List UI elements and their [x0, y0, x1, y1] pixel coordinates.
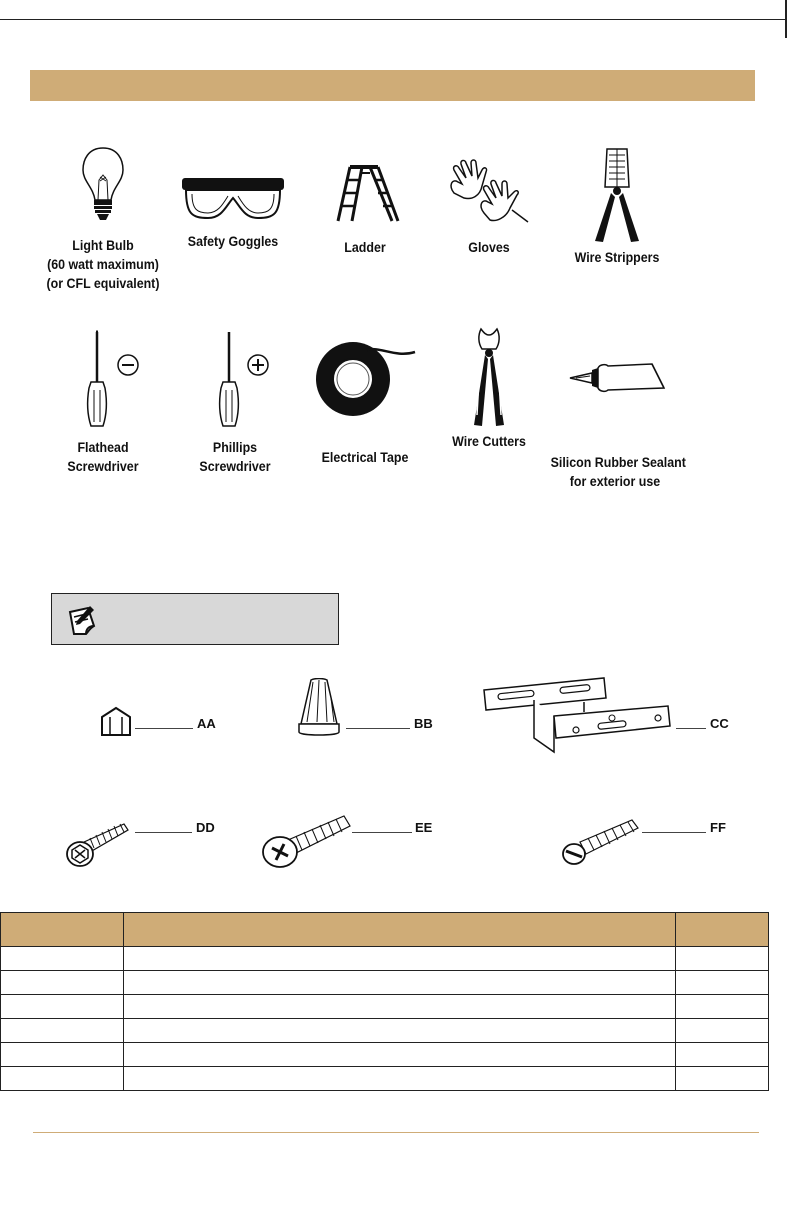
electrical-tape-icon	[305, 338, 425, 418]
tool-label: (or CFL equivalent)	[46, 276, 160, 291]
note-pad-icon	[66, 604, 98, 636]
tool-label: Electrical Tape	[321, 450, 409, 465]
phillips-screw-icon	[260, 812, 354, 872]
part-code-ff: FF	[710, 820, 726, 835]
tool-gloves	[419, 158, 559, 257]
tool-label: Silicon Rubber Sealant	[550, 455, 686, 470]
tool-label: Light Bulb	[72, 238, 134, 253]
tool-ladder	[295, 165, 435, 257]
part-code-ee: EE	[415, 820, 433, 835]
table-header-row	[1, 913, 769, 947]
tool-label: Screwdriver	[67, 459, 139, 474]
part-ee	[260, 812, 354, 877]
table-row	[1, 971, 769, 995]
table-row	[1, 1067, 769, 1091]
leader-line	[135, 728, 193, 729]
wire-cutters-icon	[464, 325, 514, 429]
tool-label: Flathead	[77, 440, 129, 455]
parts-table	[0, 912, 769, 1091]
table-row	[1, 947, 769, 971]
top-edge-line	[0, 19, 785, 20]
table-row	[1, 1043, 769, 1067]
tool-phillips-screwdriver	[165, 330, 305, 476]
leader-line	[676, 728, 706, 729]
part-code-bb: BB	[414, 716, 433, 731]
tool-flathead-screwdriver	[33, 330, 173, 476]
tool-label: Safety Goggles	[187, 234, 279, 249]
safety-goggles-icon	[178, 172, 288, 227]
tool-label: Wire Strippers	[574, 250, 660, 265]
part-code-cc: CC	[710, 716, 729, 731]
tool-wire-strippers	[547, 147, 687, 267]
part-code-aa: AA	[197, 716, 216, 731]
table-header-cell	[676, 913, 769, 947]
part-dd	[64, 820, 132, 877]
tool-label: Phillips	[212, 440, 258, 455]
wire-nut-icon	[297, 678, 341, 738]
anchor-icon	[100, 705, 132, 737]
leader-line	[346, 728, 410, 729]
light-bulb-icon	[78, 145, 128, 225]
section-header-bar	[30, 70, 755, 101]
part-bb	[297, 678, 341, 743]
top-edge-tick	[785, 0, 787, 38]
footer-rule	[33, 1132, 759, 1133]
sealant-tube-icon	[560, 358, 670, 398]
hex-washer-screw-icon	[64, 820, 132, 872]
phillips-screwdriver-icon	[195, 330, 275, 428]
tool-label: Ladder	[344, 240, 386, 255]
table-row	[1, 1019, 769, 1043]
wire-strippers-icon	[587, 147, 647, 243]
ladder-icon	[330, 165, 400, 225]
note-box	[51, 593, 339, 645]
tool-wire-cutters	[419, 325, 559, 451]
tool-safety-goggles	[163, 172, 303, 251]
tool-label: Gloves	[468, 240, 510, 255]
table-header-cell	[124, 913, 676, 947]
tool-electrical-tape	[295, 338, 435, 467]
leader-line	[352, 832, 412, 833]
tool-label: Wire Cutters	[452, 434, 526, 449]
leader-line	[135, 832, 192, 833]
table-header-cell	[1, 913, 124, 947]
part-cc	[478, 668, 674, 763]
tool-label: (60 watt maximum)	[47, 257, 159, 272]
tool-light-bulb	[33, 145, 173, 293]
part-ff	[560, 816, 642, 873]
tool-label: Screwdriver	[199, 459, 271, 474]
slotted-screw-icon	[560, 816, 642, 868]
gloves-icon	[444, 158, 534, 228]
table-row	[1, 995, 769, 1019]
part-code-dd: DD	[196, 820, 215, 835]
part-aa	[100, 705, 132, 742]
tool-silicon-sealant	[545, 358, 685, 491]
flathead-screwdriver-icon	[63, 330, 143, 428]
leader-line	[642, 832, 706, 833]
mounting-bracket-icon	[478, 668, 674, 758]
tool-label: for exterior use	[569, 474, 661, 489]
